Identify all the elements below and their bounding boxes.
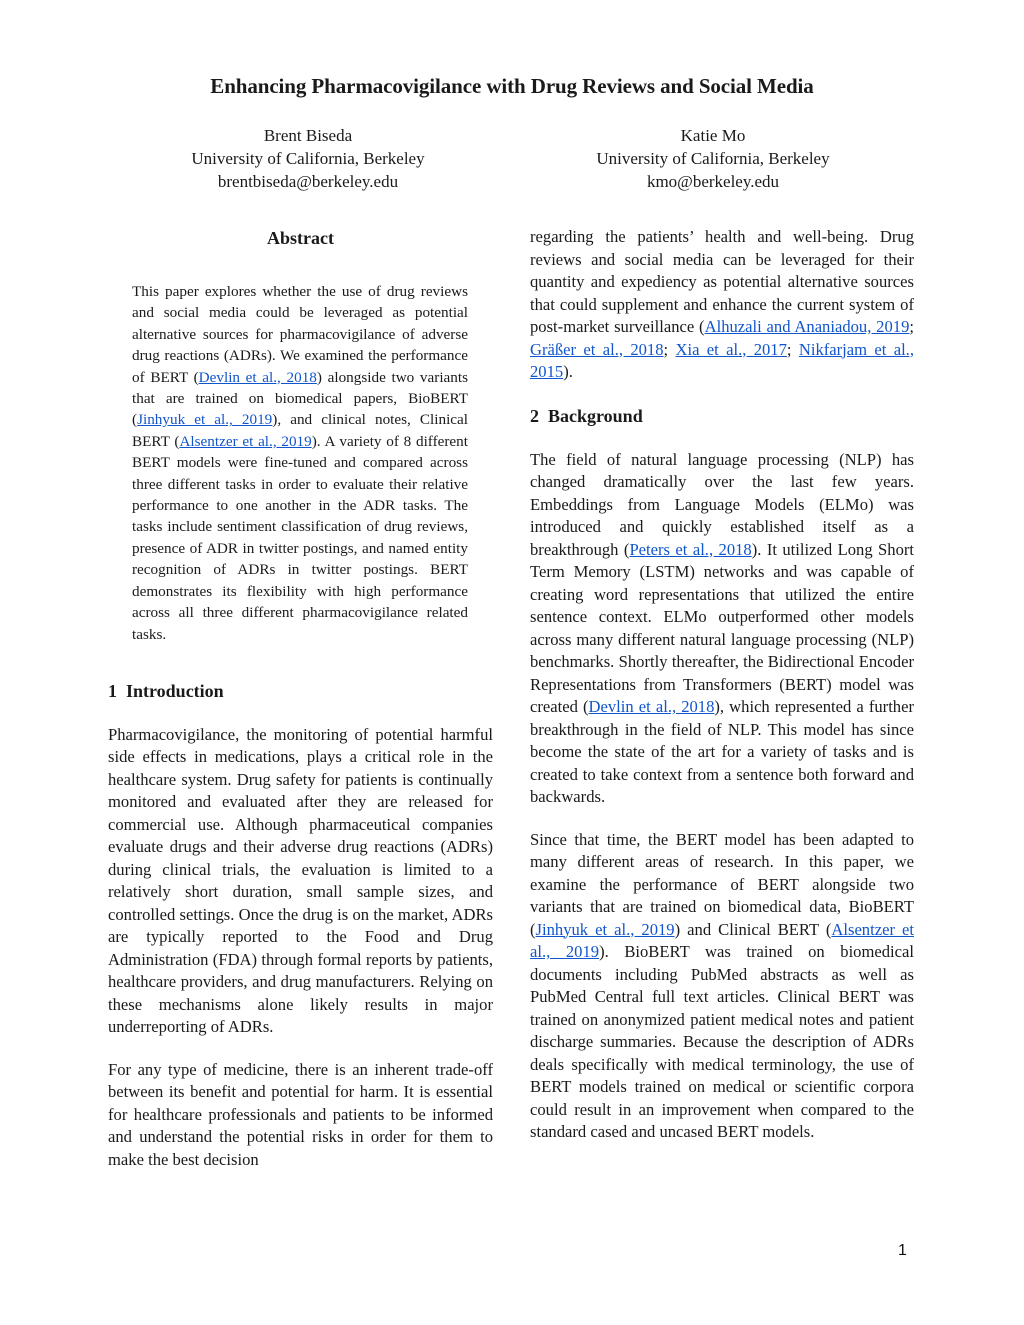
section-number: 1 (108, 680, 117, 701)
author-name: Katie Mo (680, 126, 746, 145)
intro-paragraph-1: Pharmacovigilance, the monitoring of potential harmful side effects in medications, plays a critical role in the healthcare system. Drug safety for patients is continually monitored and evaluated after they are released for commercial use. Although pharmaceutical companies evaluate drugs and their adverse drug reactions (ADRs) during clinical trials, the evaluation is limited to a relatively short duration, small sample sizes, and controlled settings. Once the drug is on the market, ADRs are typically reported to the Food and Drug Administration (FDA) through formal reports by patients, healthcare providers, and drug manufacturers. Relying on these mechanisms alone likely results in major underreporting of ADRs. (108, 724, 493, 1037)
abstract-text: This paper explores whether the use of drug reviews and social media could be leveraged as potential alternative sources for pharmacovigilance of adverse drug reactions (ADRs). We examined the performance of BERT ( (132, 283, 468, 386)
author-name: Brent Biseda (263, 126, 353, 145)
paper-title: Enhancing Pharmacovigilance with Drug Reviews and Social Media (210, 74, 814, 99)
paragraph-text: ), which represented a further breakthrough in the field of NLP. This model has since become the state of the art for a variety of tasks and is created to take context from a sentence both forward and backwards. (530, 697, 914, 806)
citation-link-devlin-2018[interactable]: Devlin et al., 2018 (588, 697, 715, 716)
author-block-2 (512, 124, 914, 193)
abstract-body (132, 281, 468, 645)
right-column (530, 226, 914, 1144)
citation-separator: ; (909, 317, 914, 336)
intro-paragraph-2-continued (530, 226, 914, 384)
abstract-text: ). A variety of 8 different BERT models were fine-tuned and compared across three different tasks in order to evaluate their relative performance to one another in the ADR tasks. The tasks include sentiment classification of drug reviews, presence of ADR in twitter postings, and named entity recognition of ADRs in twitter postings. BERT demonstrates its flexibility with high performance across all three different pharmacovigilance related tasks. (132, 432, 468, 643)
citation-link-alsentzer-2019[interactable]: Alsentzer et al., 2019 (179, 432, 312, 450)
citation-link-devlin-2018[interactable]: Devlin et al., 2018 (198, 368, 317, 386)
abstract-text: ), and clinical notes, Clinical BERT ( (132, 411, 468, 450)
section-heading-introduction (108, 679, 493, 703)
background-paragraph-2 (530, 829, 914, 1144)
citation-separator: ; (786, 339, 799, 359)
citation-link-peters-2018[interactable]: Peters et al., 2018 (629, 539, 752, 559)
section-heading-background (530, 404, 914, 428)
abstract-heading: Abstract (267, 228, 334, 248)
citation-separator: ; (663, 339, 676, 359)
paragraph-end: ). (563, 362, 573, 381)
citation-link-jinhyuk-2019[interactable]: Jinhyuk et al., 2019 (137, 411, 273, 429)
author-email: kmo@berkeley.edu (646, 172, 780, 191)
author-email: brentbiseda@berkeley.edu (217, 172, 399, 191)
paragraph-text: regarding the patients’ health and well-being. Drug reviews and social media can be leveraged for their quantity and expediency as potential alternative sources that could supplement and enhance the current system of post-market surveillance ( (530, 227, 914, 336)
abstract-text: ) alongside two variants that are trained on biomedical papers, BioBERT ( (132, 368, 468, 429)
section-title: Background (548, 405, 643, 426)
page-number: 1 (898, 1242, 907, 1259)
left-column (108, 226, 493, 1171)
paragraph-text: ). BioBERT was trained on biomedical documents including PubMed abstracts as well as PubMed Central full text articles. Clinical BERT was trained on anonymized patient medical notes and patient discharge summaries. Because the description of ADRs deals specifically with medical terminology, the use of BERT models trained on medical or scientific corpora could result in an improvement when compared to the standard cased and uncased BERT models. (530, 942, 914, 1141)
citation-link-nikfarjam-2015[interactable]: Nikfarjam et al., 2015 (530, 339, 914, 381)
author-affiliation: University of California, Berkeley (596, 149, 830, 168)
intro-paragraph-2: For any type of medicine, there is an inherent trade-off between its benefit and potential for harm. It is essential for healthcare professionals and patients to be informed and understand the potential risks in order for them to make the best decision (108, 1059, 493, 1169)
citation-link-xia-2017[interactable]: Xia et al., 2017 (675, 339, 787, 359)
author-block-1 (108, 124, 508, 193)
citation-link-alhuzali-2019[interactable]: Alhuzali and Ananiadou, 2019 (704, 317, 910, 336)
paragraph-text: ). It utilized Long Short Term Memory (LSTM) networks and was capable of creating word representations that utilized the entire sentence context. ELMo outperformed other models across many different natural language processing (NLP) benchmarks. Shortly thereafter, the Bidirectional Encoder Representations from Transformers (BERT) model was created ( (530, 539, 914, 716)
citation-link-grasser-2018[interactable]: Gräßer et al., 2018 (530, 339, 664, 359)
paragraph-text: Since that time, the BERT model has been adapted to many different areas of research. In this paper, we examine the performance of BERT alongside two variants that are trained on biomedical data, BioBERT ( (530, 829, 914, 939)
author-affiliation: University of California, Berkeley (191, 149, 425, 168)
citation-link-alsentzer-2019[interactable]: Alsentzer et al., 2019 (530, 919, 914, 961)
paragraph-text: ) and Clinical BERT ( (674, 919, 832, 939)
section-number: 2 (530, 405, 539, 426)
background-paragraph-1 (530, 449, 914, 809)
paragraph-text: The field of natural language processing (NLP) has changed dramatically over the last few years. Embeddings from Language Models (ELMo) was introduced and quickly established itself as a breakthrough ( (530, 449, 914, 559)
section-title: Introduction (126, 680, 224, 701)
citation-link-jinhyuk-2019[interactable]: Jinhyuk et al., 2019 (535, 919, 675, 939)
